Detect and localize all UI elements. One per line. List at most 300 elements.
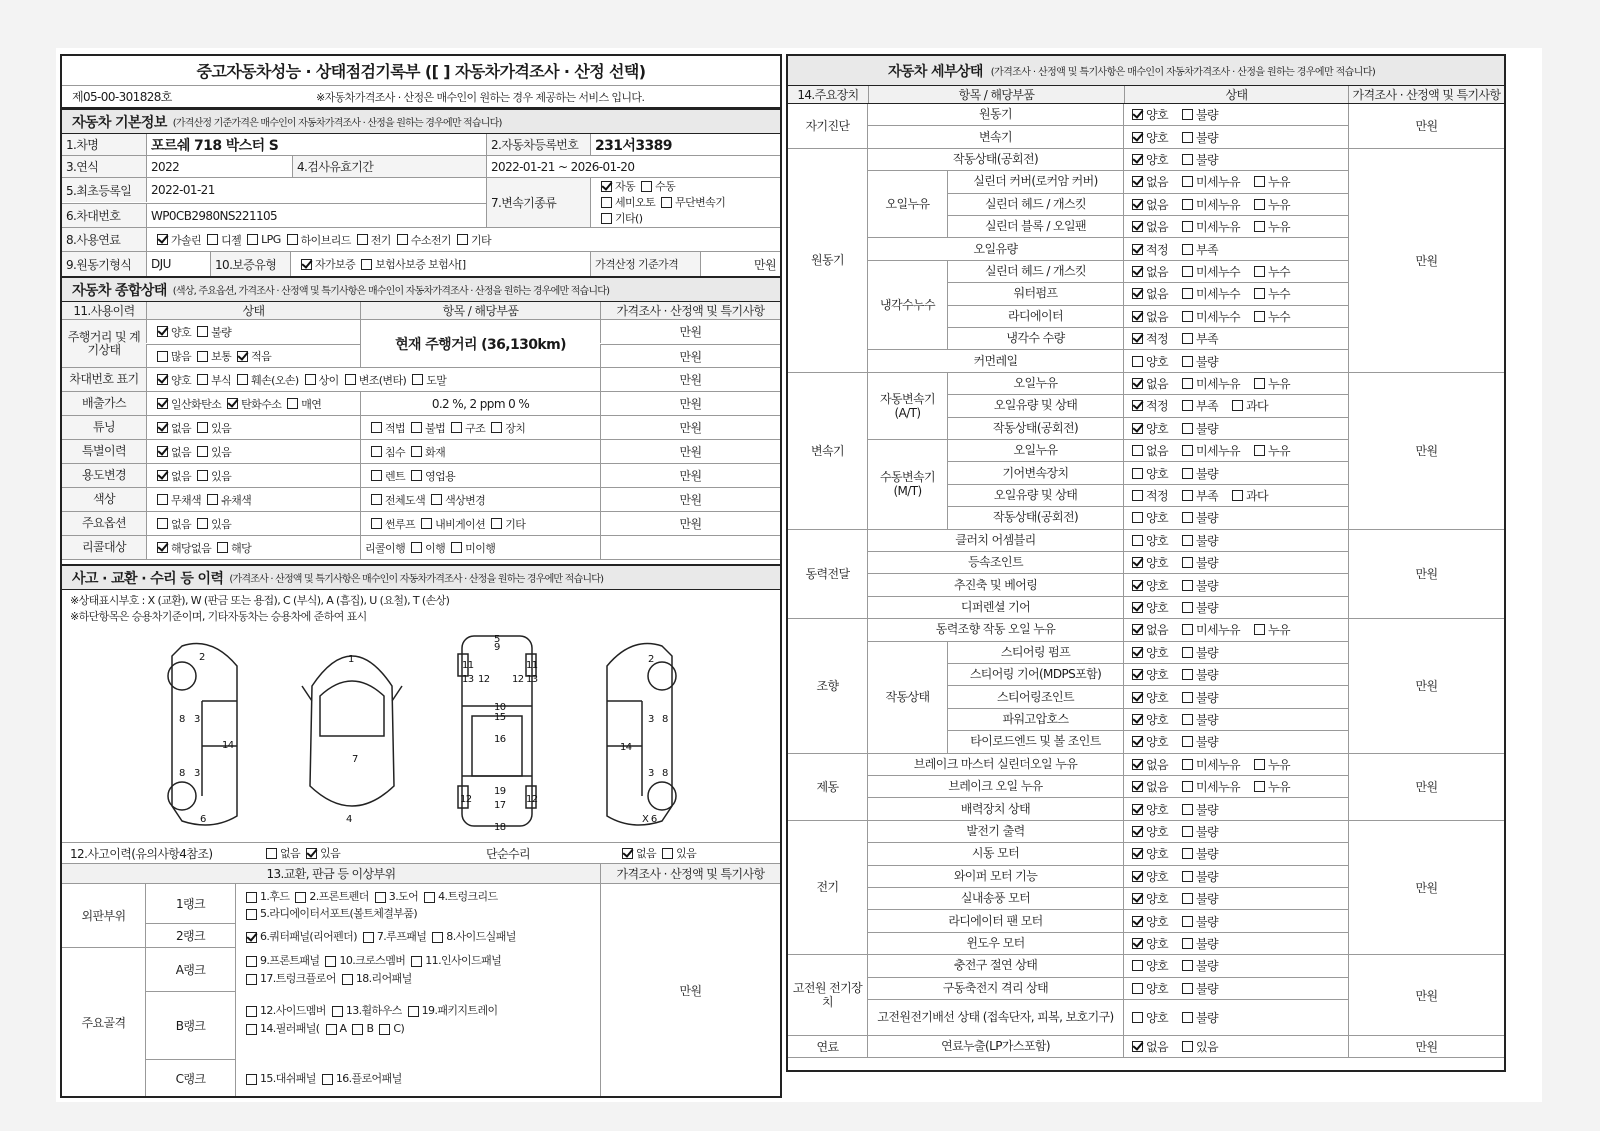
gas-smoke-checkbox[interactable] [287,398,298,409]
detail-option-checkbox[interactable] [1132,154,1143,165]
recall-done-checkbox[interactable] [411,542,422,553]
detail-option-checkbox[interactable] [1182,669,1193,680]
exchange-header-row [62,864,780,884]
part-11-checkbox[interactable] [411,956,422,967]
option-text: 불법 [425,421,446,435]
detail-option-checkbox[interactable] [1182,916,1193,927]
detail-option-checkbox[interactable] [1182,557,1193,568]
tuning-struct-checkbox[interactable] [451,422,462,433]
plate-3-checkbox[interactable] [305,374,316,385]
detail-option-checkbox[interactable] [1182,512,1193,523]
option-text: 침수 [385,445,406,459]
part-12-checkbox[interactable] [246,1006,257,1017]
rankC-parts [240,1070,402,1088]
special-fire-checkbox[interactable] [411,446,422,457]
detail-option-checkbox[interactable] [1182,378,1193,389]
part-7-checkbox[interactable] [363,932,374,943]
diagram-label-8: 8 [179,714,185,725]
color-allpaint-checkbox[interactable] [371,494,382,505]
detail-option-checkbox[interactable] [1132,1012,1143,1023]
detail-item: 실린더 블록 / 오일팬 [948,216,1124,238]
color-change-checkbox[interactable] [431,494,442,505]
detail-state [1124,955,1348,977]
accident-label: 12.사고이력(유의사항4참조) [70,846,213,861]
detail-option-checkbox[interactable] [1182,445,1193,456]
recall-done-label: 리콜이행 [365,541,406,555]
detail-option-checkbox[interactable] [1182,938,1193,949]
part-18-label: 18.리어패널 [355,972,412,985]
detail-item: 작동상태(공회전) [948,507,1124,529]
detail-option-checkbox[interactable] [1132,916,1143,927]
summary-title: 자동차 종합상태 [72,282,167,299]
part-13-checkbox[interactable] [332,1006,343,1017]
detail-option-checkbox[interactable] [1132,647,1143,658]
vehicle-damage-diagram [62,626,784,842]
diagram-label-2: 2 [199,652,205,663]
plate-0-checkbox[interactable] [157,374,168,385]
detail-option-checkbox[interactable] [1132,535,1143,546]
trans-auto-label: 자동 [615,179,636,193]
main-frame-label: 주요골격 [62,948,146,1096]
detail-option-checkbox[interactable] [1132,356,1143,367]
part-16-label: 16.플로어패널 [335,1072,402,1085]
detail-option-checkbox[interactable] [1132,893,1143,904]
detail-option-checkbox[interactable] [1182,983,1193,994]
detail-option-checkbox[interactable] [1132,512,1143,523]
detail-option-checkbox[interactable] [1132,602,1143,613]
part-10-checkbox[interactable] [325,956,336,967]
plate-1-checkbox[interactable] [197,374,208,385]
part-17-checkbox[interactable] [246,974,257,985]
detail-option-checkbox[interactable] [1254,221,1265,232]
detail-option-checkbox[interactable] [1132,960,1143,971]
accident-yes-checkbox[interactable] [306,848,317,859]
price-unit: 만원 [600,392,780,415]
detail-option-checkbox[interactable] [1132,311,1143,322]
part-11-label: 11.인사이드패널 [425,954,502,967]
part-9-label: 9.프론트패널 [260,954,320,967]
detail-option-checkbox[interactable] [1182,602,1193,613]
detail-option-label: 불량 [1195,936,1218,951]
tuning-illegal-checkbox[interactable] [411,422,422,433]
detail-option-checkbox[interactable] [1132,378,1143,389]
detail-state [1124,126,1348,148]
detail-option-checkbox[interactable] [1132,826,1143,837]
detail-item: 오일유량 [868,238,1124,260]
detail-option-checkbox[interactable] [1132,557,1143,568]
part-6-checkbox[interactable] [246,932,257,943]
fuel-0-checkbox[interactable] [157,234,168,245]
detail-option-label: 누유 [1267,623,1290,638]
detail-item: 브레이크 마스터 실린더오일 누유 [868,754,1124,776]
part-19-checkbox[interactable] [408,1006,419,1017]
detail-option-checkbox[interactable] [1132,938,1143,949]
detail-option-label: 불량 [1195,466,1218,481]
part-1-checkbox[interactable] [246,892,257,903]
detail-subcategory: 자동변속기 (A/T) [868,373,948,440]
detail-option-checkbox[interactable] [1182,580,1193,591]
detail-option-checkbox[interactable] [1132,1041,1143,1052]
detail-option-checkbox[interactable] [1182,244,1193,255]
part-8-checkbox[interactable] [432,932,443,943]
detail-option-checkbox[interactable] [1182,960,1193,971]
detail-option-label: 누유 [1267,444,1290,459]
detail-option-checkbox[interactable] [1254,624,1265,635]
special-flood-checkbox[interactable] [371,446,382,457]
detail-option-checkbox[interactable] [1182,400,1193,411]
detail-option-checkbox[interactable] [1254,781,1265,792]
part-14-checkbox[interactable] [246,1024,257,1035]
plate-2-checkbox[interactable] [237,374,248,385]
detail-option-label: 적정 [1146,242,1168,257]
detail-option-checkbox[interactable] [1132,288,1143,299]
detail-option-checkbox[interactable] [1232,400,1243,411]
detail-state [1124,306,1348,328]
detail-option-checkbox[interactable] [1182,826,1193,837]
detail-option-label: 누유 [1267,780,1290,795]
warranty-self-checkbox[interactable] [301,259,312,270]
detail-option-checkbox[interactable] [1132,244,1143,255]
detail-option-checkbox[interactable] [1254,288,1265,299]
detail-title: 자동차 세부상태 [888,63,983,80]
detail-option-checkbox[interactable] [1182,199,1193,210]
detail-option-label: 양호 [1146,533,1168,548]
warranty-self-label: 자가보증 [315,258,356,271]
detail-item: 클러치 어셈블리 [868,530,1124,552]
detail-option-checkbox[interactable] [1132,804,1143,815]
detail-option-checkbox[interactable] [1182,356,1193,367]
diagram-label-1: 1 [348,654,354,665]
detail-option-checkbox[interactable] [1132,266,1143,277]
option-text: 구조 [465,421,486,435]
part-15-checkbox[interactable] [246,1074,257,1085]
detail-option-checkbox[interactable] [1132,848,1143,859]
part-3-checkbox[interactable] [375,892,386,903]
detail-option-checkbox[interactable] [1182,132,1193,143]
detail-option-label: 양호 [1146,354,1168,369]
detail-option-checkbox[interactable] [1254,266,1265,277]
detail-item: 실린더 헤드 / 개스킷 [948,261,1124,283]
summary-col-headers [62,302,780,320]
mileage-bad-checkbox[interactable] [197,326,208,337]
fuel-3-checkbox[interactable] [287,234,298,245]
gas-co-checkbox[interactable] [157,398,168,409]
detail-option-checkbox[interactable] [1182,176,1193,187]
diagram-label-14: 14 [222,740,234,751]
special-yes-checkbox[interactable] [197,446,208,457]
detail-option-checkbox[interactable] [1132,983,1143,994]
detail-category: 원동기 [788,149,868,373]
detail-option-label: 불량 [1195,130,1218,145]
pillar-b-checkbox[interactable] [352,1024,363,1035]
detail-option-label: 불량 [1195,668,1218,683]
fuel-1-label: 디젤 [221,233,242,247]
detail-option-label: 없음 [1146,175,1168,190]
price-base-unit: 만원 [700,252,780,276]
detail-option-checkbox[interactable] [1182,468,1193,479]
trans-manual-checkbox[interactable] [641,181,652,192]
mileage-many-checkbox[interactable] [157,351,168,362]
detail-option-label: 없음 [1146,780,1168,795]
detail-option-checkbox[interactable] [1182,1012,1193,1023]
fuel-2-checkbox[interactable] [247,234,258,245]
detail-state [1124,507,1348,529]
detail-option-checkbox[interactable] [1182,692,1193,703]
part-4-checkbox[interactable] [424,892,435,903]
rank2-label: 2랭크 [146,924,236,948]
trans-auto-checkbox[interactable] [601,181,612,192]
option-text: 무채색 [171,493,202,507]
exchange-table [62,884,780,1096]
detail-option-label: 적정 [1146,399,1168,414]
detail-option-checkbox[interactable] [1182,781,1193,792]
tuning-device-checkbox[interactable] [491,422,502,433]
detail-option-checkbox[interactable] [1182,154,1193,165]
detail-option-checkbox[interactable] [1132,199,1143,210]
simple-repair-label: 단순수리 [486,846,530,861]
detail-option-checkbox[interactable] [1182,1041,1193,1052]
mileage-good-checkbox[interactable] [157,326,168,337]
detail-option-checkbox[interactable] [1132,109,1143,120]
detail-state [1124,888,1348,910]
gas-hc-checkbox[interactable] [227,398,238,409]
detail-option-label: 불량 [1195,981,1218,996]
detail-note: (가격조사 · 산정액 및 특기사항은 매수인이 자동차가격조사 · 산정을 원하는 경우에만 적습니다) [990,67,1376,78]
pillar-a-checkbox[interactable] [326,1024,337,1035]
simple-repair-yes-checkbox[interactable] [662,848,673,859]
detail-option-label: 불량 [1195,600,1218,615]
option-etc-checkbox[interactable] [491,518,502,529]
detail-option-checkbox[interactable] [1132,624,1143,635]
usechg-yes-checkbox[interactable] [197,470,208,481]
detail-option-label: 불량 [1195,556,1218,571]
detail-option-checkbox[interactable] [1132,445,1143,456]
detail-option-checkbox[interactable] [1182,804,1193,815]
part-12-label: 12.사이드멤버 [260,1004,326,1017]
detail-item: 발전기 출력 [868,821,1124,843]
diagram-label-3: 3 [648,714,654,725]
trans-semi-checkbox[interactable] [601,197,612,208]
color-chrom-checkbox[interactable] [207,494,218,505]
detail-option-checkbox[interactable] [1132,736,1143,747]
detail-option-checkbox[interactable] [1132,468,1143,479]
current-mileage: 현재 주행거리 (36,130km) [360,320,600,367]
detail-header [788,56,1504,86]
detail-option-checkbox[interactable] [1132,490,1143,501]
detail-option-label: 미세누수 [1195,287,1240,302]
trans-cvt-label: 무단변속기 [675,195,726,209]
detail-option-checkbox[interactable] [1182,311,1193,322]
part-3-label: 3.도어 [388,890,419,903]
detail-option-checkbox[interactable] [1182,848,1193,859]
detail-state [1124,261,1348,283]
diagram-label-12: 12 [478,674,490,685]
option-text: 도말 [426,373,447,387]
simple-repair-none-checkbox[interactable] [622,848,633,859]
detail-item: 시동 모터 [868,843,1124,865]
trans-etc-checkbox[interactable] [601,213,612,224]
detail-option-label: 불량 [1195,914,1218,929]
option-text: 내비게이션 [435,517,486,531]
color-achrom-checkbox[interactable] [157,494,168,505]
detail-option-checkbox[interactable] [1254,378,1265,389]
option-yes-checkbox[interactable] [197,518,208,529]
detail-option-checkbox[interactable] [1182,624,1193,635]
trans-manual-label: 수동 [655,179,676,193]
detail-option-checkbox[interactable] [1132,423,1143,434]
option-sunroof-checkbox[interactable] [371,518,382,529]
detail-option-checkbox[interactable] [1132,400,1143,411]
plate-4-checkbox[interactable] [345,374,356,385]
part-16-checkbox[interactable] [322,1074,333,1085]
option-text: 훼손(오손) [251,373,299,387]
mileage-normal-checkbox[interactable] [197,351,208,362]
detail-option-checkbox[interactable] [1182,333,1193,344]
detail-option-checkbox[interactable] [1182,759,1193,770]
detail-option-checkbox[interactable] [1132,333,1143,344]
detail-option-checkbox[interactable] [1182,871,1193,882]
detail-option-checkbox[interactable] [1182,109,1193,120]
detail-option-label: 적정 [1146,332,1168,347]
detail-option-label: 양호 [1146,108,1168,123]
part-5-checkbox[interactable] [246,909,257,920]
detail-option-label: 불량 [1195,847,1218,862]
detail-state [1124,776,1348,798]
detail-option-label: 미세누유 [1195,175,1240,190]
plate-5-checkbox[interactable] [412,374,423,385]
detail-item: 라디에이터 팬 모터 [868,910,1124,932]
part-2-checkbox[interactable] [295,892,306,903]
detail-option-checkbox[interactable] [1254,199,1265,210]
detail-item: 실린더 커버(로커암 커버) [948,171,1124,193]
detail-option-label: 양호 [1146,421,1168,436]
car-name-label: 1.차명 [62,134,146,155]
detail-option-label: 없음 [1146,623,1168,638]
detail-state [1124,171,1348,193]
detail-option-checkbox[interactable] [1254,445,1265,456]
fuel-6-checkbox[interactable] [457,234,468,245]
detail-state [1124,395,1348,417]
price-unit: 만원 [600,368,780,391]
detail-option-label: 미세누유 [1195,757,1240,772]
detail-option-checkbox[interactable] [1254,759,1265,770]
detail-option-label: 없음 [1146,264,1168,279]
detail-item: 와이퍼 모터 기능 [868,866,1124,888]
summary-row-label: 배출가스 [62,392,146,415]
detail-option-checkbox[interactable] [1132,580,1143,591]
detail-option-label: 양호 [1146,600,1168,615]
summary-state [146,392,360,415]
detail-option-checkbox[interactable] [1182,893,1193,904]
detail-option-checkbox[interactable] [1132,669,1143,680]
mileage-few-checkbox[interactable] [237,351,248,362]
detail-option-checkbox[interactable] [1182,288,1193,299]
detail-option-checkbox[interactable] [1182,736,1193,747]
detail-option-checkbox[interactable] [1182,714,1193,725]
detail-option-checkbox[interactable] [1182,535,1193,546]
summary-row-label: 튜닝 [62,416,146,439]
rank2-parts [240,928,516,945]
option-none-checkbox[interactable] [157,518,168,529]
part-9-checkbox[interactable] [246,956,257,967]
diagram-label-10: 10 [494,702,506,713]
tuning-yes-checkbox[interactable] [197,422,208,433]
detail-option-checkbox[interactable] [1182,266,1193,277]
fuel-options [146,228,780,251]
fuel-4-checkbox[interactable] [357,234,368,245]
detail-option-label: 누유 [1267,197,1290,212]
detail-category: 제동 [788,754,868,821]
detail-option-checkbox[interactable] [1182,490,1193,501]
detail-option-checkbox[interactable] [1182,423,1193,434]
summary-row [62,512,780,536]
diagram-label-13: 13 [526,674,538,685]
detail-state [1124,709,1348,731]
detail-item: 브레이크 오일 누유 [868,776,1124,798]
fuel-5-checkbox[interactable] [397,234,408,245]
pillar-c-checkbox[interactable] [379,1024,390,1035]
detail-option-checkbox[interactable] [1132,781,1143,792]
detail-state [1124,642,1348,664]
recall-notdone-checkbox[interactable] [451,542,462,553]
detail-option-checkbox[interactable] [1132,714,1143,725]
recall-none-checkbox[interactable] [157,542,168,553]
option-navi-checkbox[interactable] [421,518,432,529]
detail-option-checkbox[interactable] [1254,176,1265,187]
detail-state [1124,597,1348,619]
detail-option-checkbox[interactable] [1132,132,1143,143]
detail-state [1124,418,1348,440]
accident-yes-label: 있음 [320,847,341,860]
detail-option-checkbox[interactable] [1254,311,1265,322]
recall-yes-checkbox[interactable] [217,542,228,553]
special-none-checkbox[interactable] [157,446,168,457]
simple-repair-yes-label: 있음 [676,847,697,860]
option-text: 있음 [211,517,232,531]
option-text: 색상변경 [445,493,486,507]
rankB-parts [240,1002,498,1038]
detail-option-checkbox[interactable] [1182,647,1193,658]
warranty-ins-label: 보험사보증 보험사[] [375,258,466,271]
tuning-legal-checkbox[interactable] [371,422,382,433]
rankA-parts [240,952,501,988]
detail-option-checkbox[interactable] [1182,221,1193,232]
detail-option-checkbox[interactable] [1132,759,1143,770]
usechg-rent-checkbox[interactable] [371,470,382,481]
simple-repair-none-label: 없음 [636,847,657,860]
detail-option-checkbox[interactable] [1132,176,1143,187]
trans-cvt-checkbox[interactable] [661,197,672,208]
detail-option-checkbox[interactable] [1132,692,1143,703]
usechg-none-checkbox[interactable] [157,470,168,481]
warranty-ins-checkbox[interactable] [361,259,372,270]
tuning-none-checkbox[interactable] [157,422,168,433]
detail-option-checkbox[interactable] [1132,221,1143,232]
detail-option-label: 양호 [1146,802,1168,817]
detail-option-label: 누유 [1267,220,1290,235]
detail-option-checkbox[interactable] [1232,490,1243,501]
detail-item: 등속조인트 [868,552,1124,574]
usage-history-header: 11.사용이력 [73,304,135,318]
detail-option-checkbox[interactable] [1132,871,1143,882]
usechg-business-checkbox[interactable] [411,470,422,481]
doc-number: 제05-00-301828호 [72,90,172,104]
summary-state [146,536,360,559]
part-18-checkbox[interactable] [342,974,353,985]
accident-none-checkbox[interactable] [266,848,277,859]
fuel-1-checkbox[interactable] [207,234,218,245]
diagram-label-8: 8 [662,714,668,725]
